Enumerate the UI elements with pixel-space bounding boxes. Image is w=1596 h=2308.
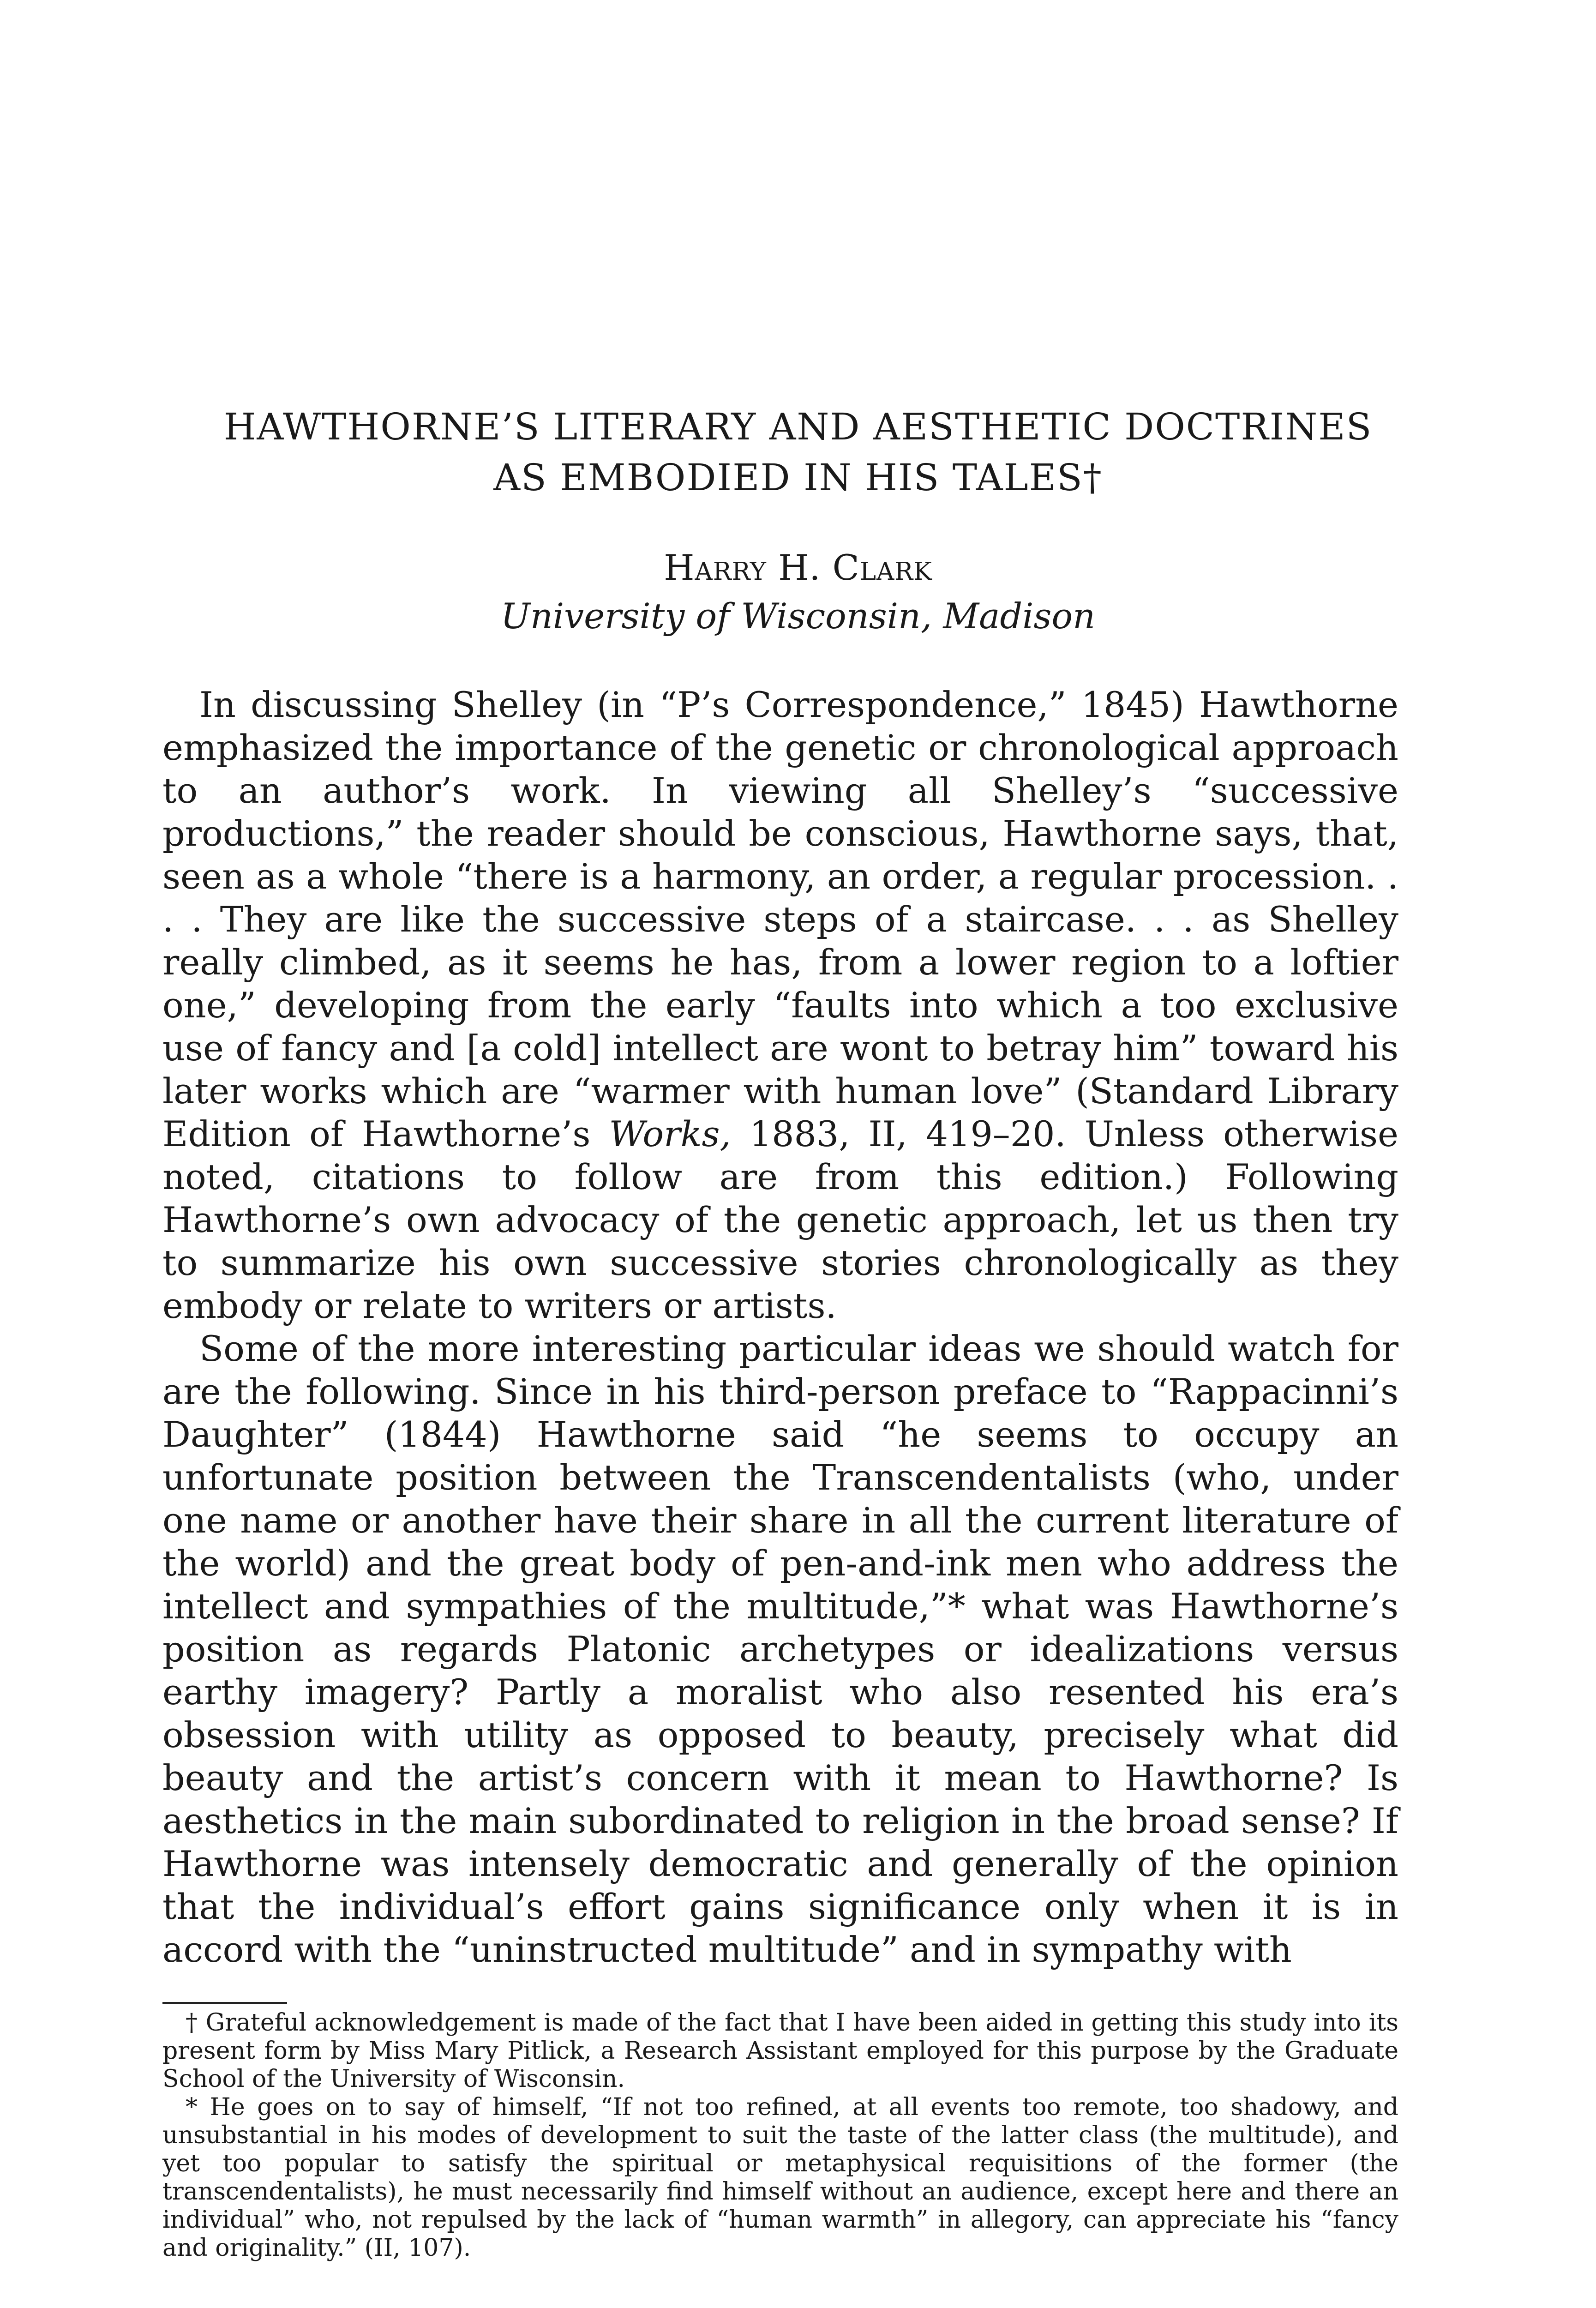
article-title <box>138 402 1458 503</box>
article-body <box>162 683 1398 1971</box>
body-paragraph-1 <box>162 683 1398 1327</box>
works-title-italic: Works, <box>609 1113 731 1154</box>
paragraph-1-text-a: In discussing Shelley (in “P’s Correspondence,” 1845) Hawthorne emphasized the importance of the genetic or chronological approach to an author’s work. In viewing all Shelley’s “successive productions,” the reader should be conscious, Hawthorne says, that, seen as a whole “there is a harmony, an order, a regular procession. . . . They are like the successive steps of a staircase. . . as Shelley really climbed, as it seems he has, from a lower region to a loftier one,” developing from the early “faults into which a too exclusive use of fancy and [a cold] intellect are wont to betray him” toward his later works which are “warmer with human love” (Standard Library Edition of Hawthorne’s <box>162 684 1398 1154</box>
footnote-asterisk: * He goes on to say of himself, “If not too refined, at all events too remote, too shadowy, and unsubstantial in his modes of development to suit the taste of the latter class (the multitude), and yet too popular to satisfy the spiritual or metaphysical requisitions of the former (the transcendentalists), he must necessarily find himself without an audience, except here and there an individual” who, not repulsed by the lack of “human warmth” in allegory, can appreciate his “fancy and originality.” (II, 107). <box>162 2093 1398 2262</box>
body-paragraph-2: Some of the more interesting particular ideas we should watch for are the following. Since in his third-person preface to “Rappacinni’s Daughter” (1844) Hawthorne said “he seems to occupy an unfortunate position between the Transcendentalists (who, under one name or another have their share in all the current literature of the world) and the great body of pen-and-ink men who address the intellect and sympathies of the multitude,”* what was Hawthorne’s position as regards Platonic archetypes or idealizations versus earthy imagery? Partly a moralist who also resented his era’s obsession with utility as opposed to beauty, precisely what did beauty and the artist’s concern with it mean to Hawthorne? Is aesthetics in the main subordinated to religion in the broad sense? If Hawthorne was intensely democratic and generally of the opinion that the individual’s effort gains significance only when it is in accord with the “uninstructed multitude” and in sympathy with <box>162 1328 1398 1970</box>
author-affiliation: University of Wisconsin, Madison <box>500 595 1096 637</box>
article-title-line-1: HAWTHORNE’S LITERARY AND AESTHETIC DOCTRINES <box>223 405 1373 448</box>
footnote-separator <box>162 2002 287 2004</box>
article-title-line-2: AS EMBODIED IN HIS TALES† <box>493 456 1103 499</box>
author-name: Harry H. Clark <box>664 547 932 588</box>
paragraph-1-text-b: 1883, II, 419–20. Unless otherwise noted, citations to follow are from this edition.) Following Hawthorne’s own advocacy of the genetic approach, let us then try to summarize his own successive stories chronologically as they embody or relate to writers or artists. <box>162 1113 1398 1326</box>
footnotes <box>162 2009 1398 2262</box>
footnote-dagger: † Grateful acknowledgement is made of the fact that I have been aided in getting this study into its present form by Miss Mary Pitlick, a Research Assistant employed for this purpose by the Graduate School of the University of Wisconsin. <box>162 2009 1398 2093</box>
